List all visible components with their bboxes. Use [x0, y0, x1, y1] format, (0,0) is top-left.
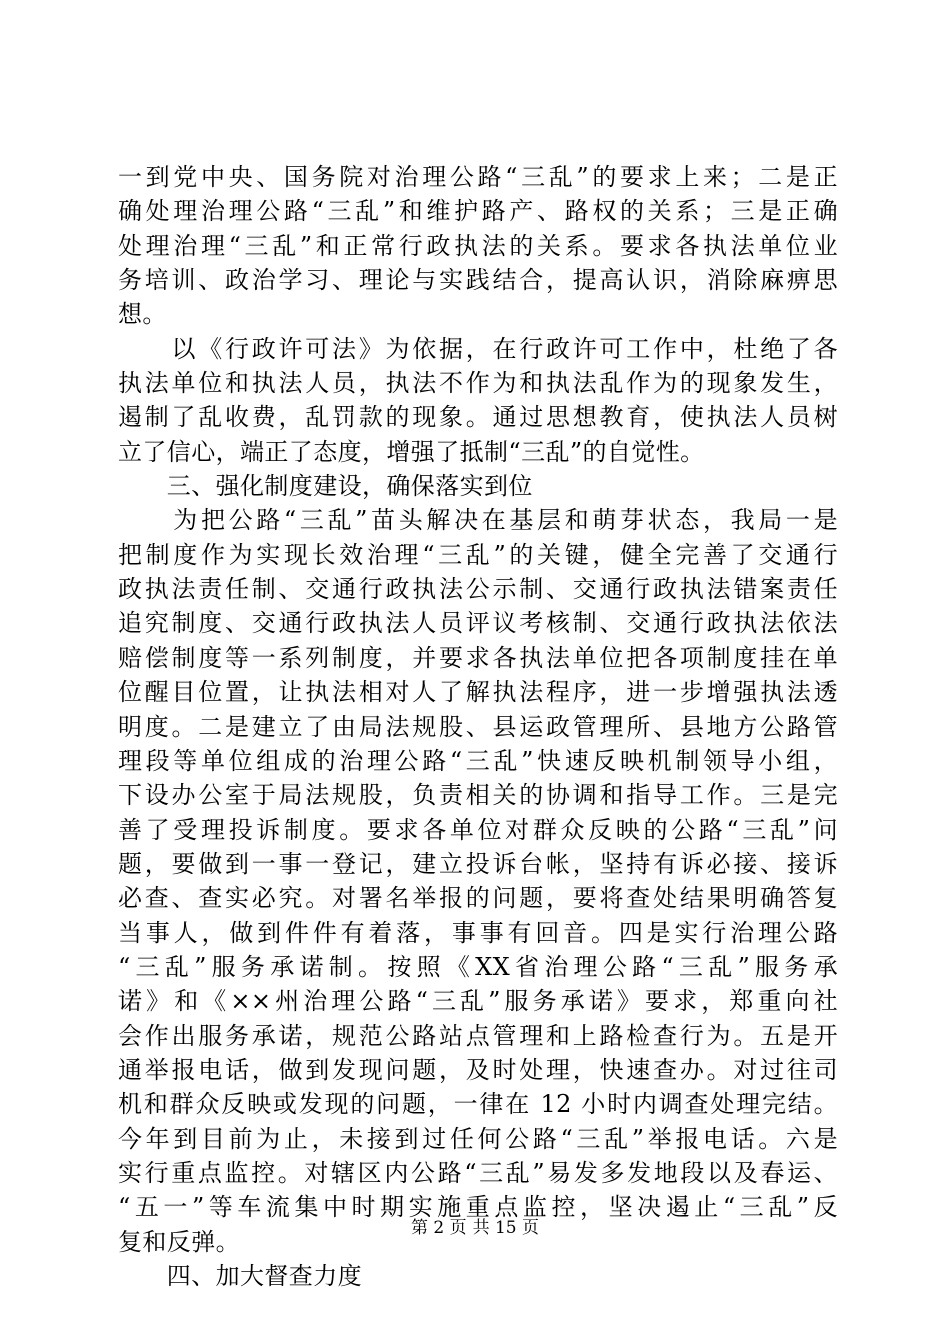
text-line: 三、强化制度建设，确保落实到位 — [118, 472, 533, 501]
text-line: 必查、查实必究。对署名举报的问题，要将查处结果明确答复 — [118, 884, 838, 913]
text-line: 一到党中央、国务院对治理公路“三乱”的要求上来；二是正 — [118, 163, 838, 191]
text-line: 实行重点监控。对辖区内公路“三乱”易发多发地段以及春运、 — [118, 1158, 838, 1187]
text-line: “五一”等车流集中时期实施重点监控，坚决遏止“三乱”反 — [118, 1193, 838, 1222]
text-line: “三乱”服务承诺制。按照《XX省治理公路“三乱”服务承 — [118, 952, 838, 981]
page-footer — [0, 1217, 950, 1239]
text-line: 位醒目位置，让执法相对人了解执法程序，进一步增强执法透 — [118, 678, 838, 707]
text-line: 遏制了乱收费，乱罚款的现象。通过思想教育，使执法人员树 — [118, 403, 838, 432]
page-total: 共 15 页 — [472, 1218, 540, 1238]
text-line: 为把公路“三乱”苗头解决在基层和萌芽状态，我局一是 — [118, 506, 838, 535]
text-line: 赔偿制度等一系列制度，并要求各执法单位把各项制度挂在单 — [118, 643, 838, 672]
text-line: 机和群众反映或发现的问题，一律在 12 小时内调查处理完结。 — [118, 1090, 838, 1119]
text-line: 理段等单位组成的治理公路“三乱”快速反映机制领导小组， — [118, 746, 838, 775]
text-line: 明度。二是建立了由局法规股、县运政管理所、县地方公路管 — [118, 712, 838, 741]
text-line: 务培训、政治学习、理论与实践结合，提高认识，消除麻痹思 — [118, 266, 838, 295]
text-line: 当事人，做到件件有着落，事事有回音。四是实行治理公路 — [118, 918, 838, 947]
text-line: 复和反弹。 — [118, 1227, 240, 1256]
text-line: 追究制度、交通行政执法人员评议考核制、交通行政执法依法 — [118, 609, 838, 638]
text-line: 想。 — [118, 300, 167, 329]
text-line: 下设办公室于局法规股，负责相关的协调和指导工作。三是完 — [118, 781, 838, 810]
text-line: 以《行政许可法》为依据，在行政许可工作中，杜绝了各 — [118, 334, 838, 363]
text-line: 处理治理“三乱”和正常行政执法的关系。要求各执法单位业 — [118, 231, 838, 260]
text-line: 会作出服务承诺，规范公路站点管理和上路检查行为。五是开 — [118, 1021, 838, 1050]
text-line: 政执法责任制、交通行政执法公示制、交通行政执法错案责任 — [118, 575, 838, 604]
text-line: 把制度作为实现长效治理“三乱”的关键，健全完善了交通行 — [118, 540, 838, 569]
text-line: 立了信心，端正了态度，增强了抵制“三乱”的自觉性。 — [118, 437, 705, 466]
text-line: 善了受理投诉制度。要求各单位对群众反映的公路“三乱”问 — [118, 815, 838, 844]
text-line: 通举报电话，做到发现问题，及时处理，快速查办。对过往司 — [118, 1055, 838, 1084]
page-number: 第 2 页 — [410, 1218, 467, 1238]
text-line: 执法单位和执法人员，执法不作为和执法乱作为的现象发生， — [118, 369, 838, 398]
text-line: 四、加大督查力度 — [118, 1262, 362, 1290]
text-line: 题，要做到一事一登记，建立投诉台帐，坚持有诉必接、接诉 — [118, 849, 838, 878]
text-line: 确处理治理公路“三乱”和维护路产、路权的关系；三是正确 — [118, 197, 838, 226]
text-line: 今年到目前为止，未接到过任何公路“三乱”举报电话。六是 — [118, 1124, 838, 1153]
document-body — [118, 160, 838, 1293]
text-line: 诺》和《××州治理公路“三乱”服务承诺》要求，郑重向社 — [118, 987, 838, 1016]
